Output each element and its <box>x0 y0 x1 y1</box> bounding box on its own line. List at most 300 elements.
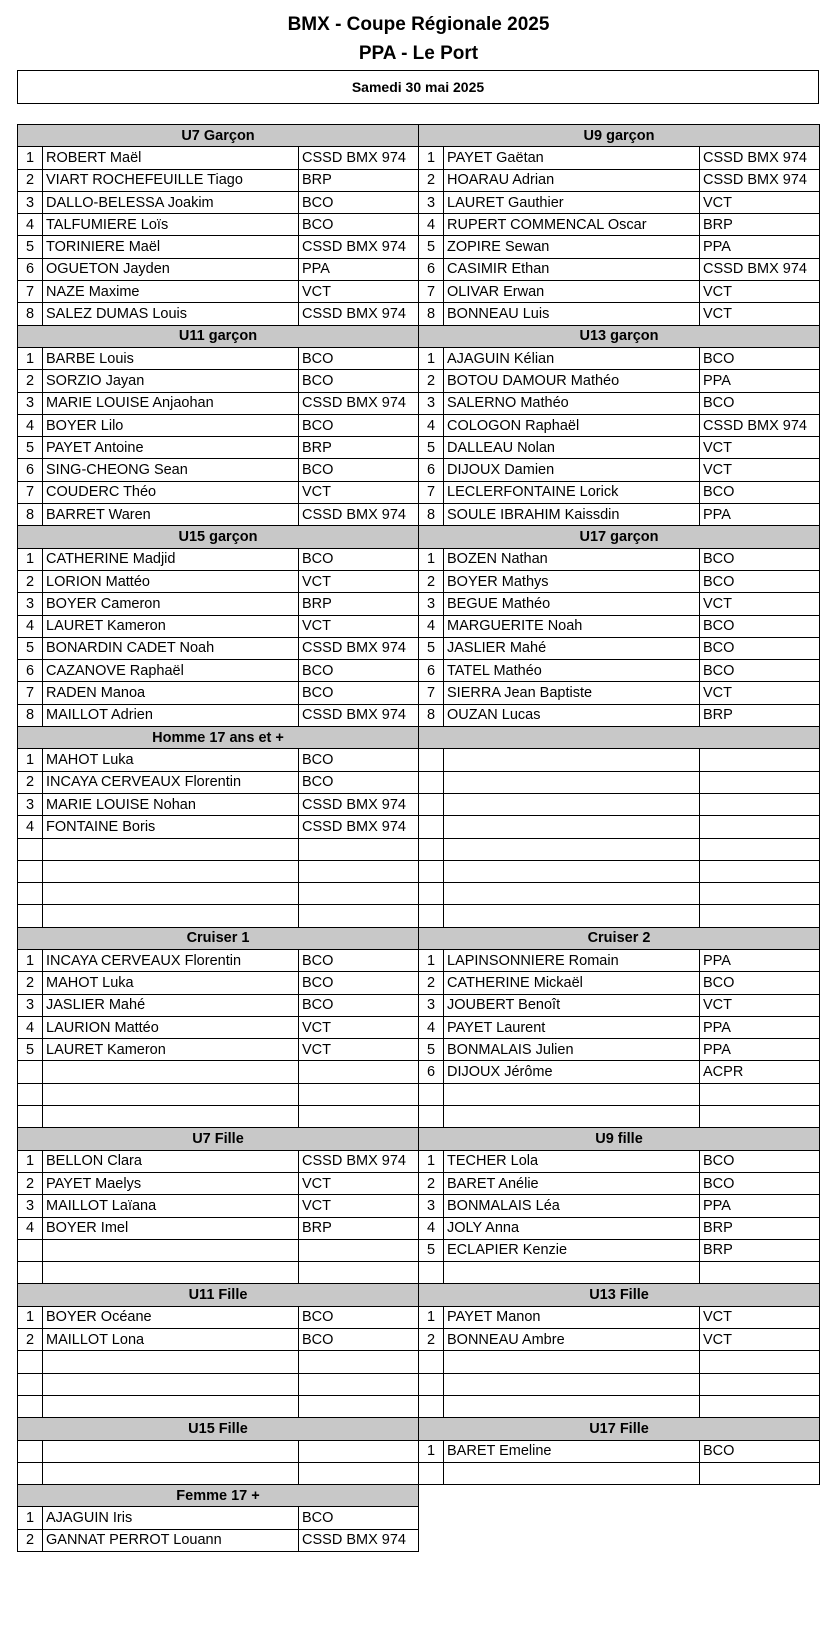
rider-row <box>18 771 820 793</box>
rider-club: BCO <box>299 994 419 1016</box>
rider-club: BCO <box>299 459 419 481</box>
rider-rank <box>419 1351 444 1373</box>
rider-club: BCO <box>700 347 820 369</box>
category-header-row <box>18 927 820 949</box>
rider-club: VCT <box>700 191 820 213</box>
rider-name: ZOPIRE Sewan <box>444 236 700 258</box>
rider-club: BCO <box>700 548 820 570</box>
rider-club <box>700 816 820 838</box>
rider-rank: 8 <box>18 504 43 526</box>
rider-name: BARRET Waren <box>43 504 299 526</box>
rider-name <box>444 749 700 771</box>
rider-club <box>299 1440 419 1462</box>
rider-name: BONMALAIS Julien <box>444 1039 700 1061</box>
rider-club: CSSD BMX 974 <box>299 704 419 726</box>
rider-row <box>18 793 820 815</box>
rider-club <box>299 838 419 860</box>
rider-name: SALEZ DUMAS Louis <box>43 303 299 325</box>
rider-club: CSSD BMX 974 <box>299 147 419 169</box>
rider-row <box>18 704 820 726</box>
rider-rank: 4 <box>419 414 444 436</box>
rider-row <box>18 548 820 570</box>
rider-club: VCT <box>700 682 820 704</box>
rider-club: BCO <box>299 771 419 793</box>
rider-rank: 5 <box>419 236 444 258</box>
rider-name: BOYER Lilo <box>43 414 299 436</box>
rider-name: JOLY Anna <box>444 1217 700 1239</box>
rider-club: BCO <box>700 615 820 637</box>
rider-name: SIERRA Jean Baptiste <box>444 682 700 704</box>
rider-rank: 1 <box>419 347 444 369</box>
rider-row <box>18 1507 820 1529</box>
category-title: U15 garçon <box>18 526 419 548</box>
rider-rank: 4 <box>419 1016 444 1038</box>
rider-club <box>700 860 820 882</box>
rider-rank: 4 <box>18 816 43 838</box>
rider-club: VCT <box>299 1039 419 1061</box>
rider-rank: 3 <box>18 191 43 213</box>
rider-club: CSSD BMX 974 <box>299 1529 419 1551</box>
rider-club <box>700 1462 820 1484</box>
rider-name <box>43 1440 299 1462</box>
rider-name: PAYET Manon <box>444 1306 700 1328</box>
rider-name <box>444 1262 700 1284</box>
rider-club: VCT <box>700 1306 820 1328</box>
rider-rank: 6 <box>18 258 43 280</box>
rider-row <box>18 481 820 503</box>
rider-rank <box>18 1462 43 1484</box>
rider-name <box>43 1373 299 1395</box>
rider-name: BOZEN Nathan <box>444 548 700 570</box>
rider-name <box>444 816 700 838</box>
rider-club <box>299 1395 419 1417</box>
category-title: U15 Fille <box>18 1418 419 1440</box>
rider-rank: 3 <box>18 593 43 615</box>
rider-club: BCO <box>700 1150 820 1172</box>
rider-rank: 8 <box>18 303 43 325</box>
rider-rank: 2 <box>419 570 444 592</box>
rider-rank: 3 <box>419 593 444 615</box>
rider-name: ROBERT Maël <box>43 147 299 169</box>
rider-row <box>18 660 820 682</box>
rider-rank <box>18 838 43 860</box>
rider-row <box>18 191 820 213</box>
rider-club: PPA <box>700 1039 820 1061</box>
rider-name: BOTOU DAMOUR Mathéo <box>444 370 700 392</box>
rider-rank: 2 <box>419 972 444 994</box>
rider-rank <box>419 771 444 793</box>
rider-name: BOYER Mathys <box>444 570 700 592</box>
event-date-box <box>17 70 819 104</box>
rider-name <box>43 1239 299 1261</box>
rider-row <box>18 905 820 927</box>
rider-rank: 2 <box>18 972 43 994</box>
rider-name: ECLAPIER Kenzie <box>444 1239 700 1261</box>
rider-row <box>18 281 820 303</box>
rider-name: CATHERINE Madjid <box>43 548 299 570</box>
rider-rank <box>18 1061 43 1083</box>
rider-name: MARIE LOUISE Anjaohan <box>43 392 299 414</box>
rider-name: BONNEAU Ambre <box>444 1329 700 1351</box>
rider-rank: 2 <box>419 370 444 392</box>
rider-club: BRP <box>700 704 820 726</box>
rider-club: BCO <box>700 637 820 659</box>
rider-rank <box>419 883 444 905</box>
rider-club: BCO <box>299 191 419 213</box>
rider-rank <box>18 1106 43 1128</box>
rider-club: ACPR <box>700 1061 820 1083</box>
rider-name: JASLIER Mahé <box>444 637 700 659</box>
rider-rank: 3 <box>18 1195 43 1217</box>
rider-row <box>18 1195 820 1217</box>
rider-rank: 4 <box>18 214 43 236</box>
rider-row <box>18 1373 820 1395</box>
category-title: U11 Fille <box>18 1284 419 1306</box>
rider-club: CSSD BMX 974 <box>700 258 820 280</box>
rider-rank: 2 <box>419 1329 444 1351</box>
rider-club: CSSD BMX 974 <box>299 1150 419 1172</box>
rider-name: BEGUE Mathéo <box>444 593 700 615</box>
rider-rank: 2 <box>18 1172 43 1194</box>
rider-club: BCO <box>299 548 419 570</box>
rider-name: FONTAINE Boris <box>43 816 299 838</box>
rider-name: MAHOT Luka <box>43 972 299 994</box>
category-header-row <box>18 727 820 749</box>
rider-name <box>43 1061 299 1083</box>
rider-club: VCT <box>700 437 820 459</box>
rider-rank: 5 <box>419 1039 444 1061</box>
rider-name: COLOGON Raphaël <box>444 414 700 436</box>
rider-row <box>18 1150 820 1172</box>
rider-club: BRP <box>700 1239 820 1261</box>
empty-area <box>419 1529 820 1551</box>
rider-row <box>18 1351 820 1373</box>
rider-rank <box>419 838 444 860</box>
rider-club: CSSD BMX 974 <box>700 169 820 191</box>
rider-club: CSSD BMX 974 <box>299 504 419 526</box>
rider-name: DALLO-BELESSA Joakim <box>43 191 299 213</box>
rider-rank: 2 <box>419 1172 444 1194</box>
rider-club: BCO <box>700 392 820 414</box>
rider-club <box>299 1239 419 1261</box>
rider-name <box>444 1462 700 1484</box>
rider-name: PAYET Antoine <box>43 437 299 459</box>
rider-name: TECHER Lola <box>444 1150 700 1172</box>
rider-name: SOULE IBRAHIM Kaissdin <box>444 504 700 526</box>
rider-name <box>43 1083 299 1105</box>
rider-row <box>18 303 820 325</box>
rider-rank: 8 <box>419 303 444 325</box>
rider-name <box>444 793 700 815</box>
rider-row <box>18 392 820 414</box>
rider-club: VCT <box>299 1172 419 1194</box>
rider-name: LAURION Mattéo <box>43 1016 299 1038</box>
rider-name: GANNAT PERROT Louann <box>43 1529 299 1551</box>
rider-row <box>18 1039 820 1061</box>
rider-club <box>700 838 820 860</box>
rider-club: BRP <box>299 593 419 615</box>
rider-rank: 7 <box>18 281 43 303</box>
rider-rank: 3 <box>18 392 43 414</box>
category-header-row <box>18 1418 820 1440</box>
rider-club: CSSD BMX 974 <box>299 236 419 258</box>
rider-club: CSSD BMX 974 <box>299 637 419 659</box>
category-title: U13 Fille <box>419 1284 820 1306</box>
rider-name: MAHOT Luka <box>43 749 299 771</box>
rider-rank: 4 <box>18 1016 43 1038</box>
rider-name: JOUBERT Benoît <box>444 994 700 1016</box>
rider-name <box>444 1106 700 1128</box>
rider-club <box>299 1106 419 1128</box>
rider-club <box>299 1373 419 1395</box>
rider-row <box>18 258 820 280</box>
rider-club <box>700 793 820 815</box>
rider-rank: 2 <box>18 771 43 793</box>
rider-club: VCT <box>700 593 820 615</box>
rider-row <box>18 1016 820 1038</box>
rider-name: DALLEAU Nolan <box>444 437 700 459</box>
rider-row <box>18 236 820 258</box>
rider-name <box>444 860 700 882</box>
rider-name: BARET Emeline <box>444 1440 700 1462</box>
rider-rank: 5 <box>419 437 444 459</box>
rider-rank <box>18 1262 43 1284</box>
rider-rank: 1 <box>419 1440 444 1462</box>
rider-club <box>700 1351 820 1373</box>
rider-club: CSSD BMX 974 <box>299 392 419 414</box>
rider-name: RADEN Manoa <box>43 682 299 704</box>
rider-rank <box>18 1239 43 1261</box>
rider-rank: 5 <box>18 437 43 459</box>
rider-club: BCO <box>299 660 419 682</box>
rider-row <box>18 972 820 994</box>
rider-club: BCO <box>299 414 419 436</box>
rider-club: BCO <box>299 347 419 369</box>
rider-rank: 3 <box>419 1195 444 1217</box>
event-date: Samedi 30 mai 2025 <box>351 79 485 95</box>
rider-rank <box>18 860 43 882</box>
rider-name: TATEL Mathéo <box>444 660 700 682</box>
rider-club <box>299 1262 419 1284</box>
rider-name <box>43 1351 299 1373</box>
rider-name: LORION Mattéo <box>43 570 299 592</box>
rider-row <box>18 637 820 659</box>
rider-club: BCO <box>299 370 419 392</box>
rider-rank: 5 <box>18 1039 43 1061</box>
rider-club: BCO <box>299 972 419 994</box>
rider-rank: 7 <box>18 481 43 503</box>
rider-name: SING-CHEONG Sean <box>43 459 299 481</box>
rider-club: BCO <box>700 481 820 503</box>
rider-row <box>18 437 820 459</box>
rider-club <box>700 883 820 905</box>
rider-rank: 4 <box>419 214 444 236</box>
rider-name: SALERNO Mathéo <box>444 392 700 414</box>
rider-rank: 6 <box>419 459 444 481</box>
rider-rank <box>18 1373 43 1395</box>
rider-rank: 1 <box>18 147 43 169</box>
rider-club: PPA <box>700 504 820 526</box>
category-header-row <box>18 1284 820 1306</box>
rider-rank: 8 <box>18 704 43 726</box>
rider-club: BCO <box>299 749 419 771</box>
rider-rank: 2 <box>18 169 43 191</box>
rider-club: PPA <box>700 1016 820 1038</box>
rider-club: BCO <box>299 949 419 971</box>
rider-name <box>43 1462 299 1484</box>
rider-club: VCT <box>700 303 820 325</box>
rider-row <box>18 682 820 704</box>
rider-rank <box>18 1440 43 1462</box>
rider-rank: 6 <box>419 660 444 682</box>
rider-rank: 1 <box>18 749 43 771</box>
rider-rank: 3 <box>18 994 43 1016</box>
rider-rank: 6 <box>419 1061 444 1083</box>
rider-name <box>43 905 299 927</box>
category-header-row <box>18 325 820 347</box>
rider-name <box>43 860 299 882</box>
rider-name: LECLERFONTAINE Lorick <box>444 481 700 503</box>
category-title: U9 garçon <box>419 125 820 147</box>
rider-rank: 4 <box>419 1217 444 1239</box>
rider-row <box>18 860 820 882</box>
rider-rank: 1 <box>419 1306 444 1328</box>
rider-rank: 1 <box>419 548 444 570</box>
rider-club: BRP <box>700 214 820 236</box>
rider-name: MAILLOT Lona <box>43 1329 299 1351</box>
rider-row <box>18 1172 820 1194</box>
rider-club <box>299 1083 419 1105</box>
rider-club <box>299 860 419 882</box>
rider-row <box>18 370 820 392</box>
rider-rank <box>18 1351 43 1373</box>
rider-rank <box>18 883 43 905</box>
rider-club: BRP <box>700 1217 820 1239</box>
rider-club <box>299 1061 419 1083</box>
rider-name: INCAYA CERVEAUX Florentin <box>43 949 299 971</box>
rider-club: CSSD BMX 974 <box>700 147 820 169</box>
rider-club: BCO <box>700 660 820 682</box>
rider-club: BCO <box>700 570 820 592</box>
rider-name <box>444 1351 700 1373</box>
rider-name <box>444 905 700 927</box>
rider-club: CSSD BMX 974 <box>299 816 419 838</box>
rider-rank <box>18 1395 43 1417</box>
rider-name: BELLON Clara <box>43 1150 299 1172</box>
rider-rank: 7 <box>419 281 444 303</box>
rider-rank: 4 <box>18 414 43 436</box>
rider-name: AJAGUIN Iris <box>43 1507 299 1529</box>
rider-rank: 3 <box>419 392 444 414</box>
rider-name: MARGUERITE Noah <box>444 615 700 637</box>
rider-name: CASIMIR Ethan <box>444 258 700 280</box>
rider-name <box>444 838 700 860</box>
rider-club: VCT <box>299 1195 419 1217</box>
rider-club <box>700 1083 820 1105</box>
rider-club: BRP <box>299 1217 419 1239</box>
rider-rank <box>419 1106 444 1128</box>
page-title: BMX - Coupe Régionale 2025 <box>287 14 550 35</box>
rider-club: VCT <box>299 570 419 592</box>
category-title <box>419 727 820 749</box>
rider-row <box>18 459 820 481</box>
rider-name <box>43 883 299 905</box>
rider-rank: 2 <box>18 1329 43 1351</box>
rider-club <box>700 1395 820 1417</box>
rider-rank: 6 <box>18 660 43 682</box>
rider-rank: 1 <box>18 1507 43 1529</box>
rider-rank: 1 <box>18 949 43 971</box>
rider-name: OUZAN Lucas <box>444 704 700 726</box>
rider-row <box>18 1462 820 1484</box>
rider-rank <box>419 1462 444 1484</box>
category-title: Femme 17 + <box>18 1485 419 1507</box>
rider-rank <box>419 1083 444 1105</box>
rider-name: MARIE LOUISE Nohan <box>43 793 299 815</box>
rider-name <box>444 1083 700 1105</box>
rider-name: LAURET Gauthier <box>444 191 700 213</box>
rider-row <box>18 1306 820 1328</box>
rider-club <box>700 1373 820 1395</box>
rider-club: PPA <box>700 1195 820 1217</box>
rider-row <box>18 1262 820 1284</box>
rider-club: BRP <box>299 437 419 459</box>
rider-club: BCO <box>299 1329 419 1351</box>
rider-rank: 5 <box>18 236 43 258</box>
category-title: Homme 17 ans et + <box>18 727 419 749</box>
rider-name: BOYER Océane <box>43 1306 299 1328</box>
rider-club: VCT <box>299 615 419 637</box>
rider-name: VIART ROCHEFEUILLE Tiago <box>43 169 299 191</box>
rider-row <box>18 838 820 860</box>
rider-name: BONMALAIS Léa <box>444 1195 700 1217</box>
rider-name: NAZE Maxime <box>43 281 299 303</box>
rider-row <box>18 615 820 637</box>
category-title: U7 Garçon <box>18 125 419 147</box>
rider-rank: 8 <box>419 704 444 726</box>
rider-rank <box>419 905 444 927</box>
rider-rank: 1 <box>18 1150 43 1172</box>
rider-rank: 1 <box>18 548 43 570</box>
rider-row <box>18 414 820 436</box>
rider-club: VCT <box>700 459 820 481</box>
rider-row <box>18 1395 820 1417</box>
rider-row <box>18 169 820 191</box>
category-title: U11 garçon <box>18 325 419 347</box>
rider-name: CATHERINE Mickaël <box>444 972 700 994</box>
rider-name: OLIVAR Erwan <box>444 281 700 303</box>
rider-club <box>700 771 820 793</box>
rider-rank: 2 <box>18 370 43 392</box>
rider-name: MAILLOT Adrien <box>43 704 299 726</box>
rider-club: BCO <box>700 1172 820 1194</box>
rider-club: BCO <box>700 972 820 994</box>
rider-club: VCT <box>700 281 820 303</box>
rider-name <box>444 771 700 793</box>
rider-row <box>18 147 820 169</box>
rider-club <box>700 905 820 927</box>
rider-row <box>18 593 820 615</box>
rider-rank <box>419 749 444 771</box>
rider-rank: 3 <box>18 793 43 815</box>
rider-row <box>18 214 820 236</box>
category-title: U9 fille <box>419 1128 820 1150</box>
rider-name: TORINIERE Maël <box>43 236 299 258</box>
results-table <box>17 124 820 1552</box>
category-header-row <box>18 526 820 548</box>
rider-club: BCO <box>299 1507 419 1529</box>
rider-rank: 1 <box>18 1306 43 1328</box>
